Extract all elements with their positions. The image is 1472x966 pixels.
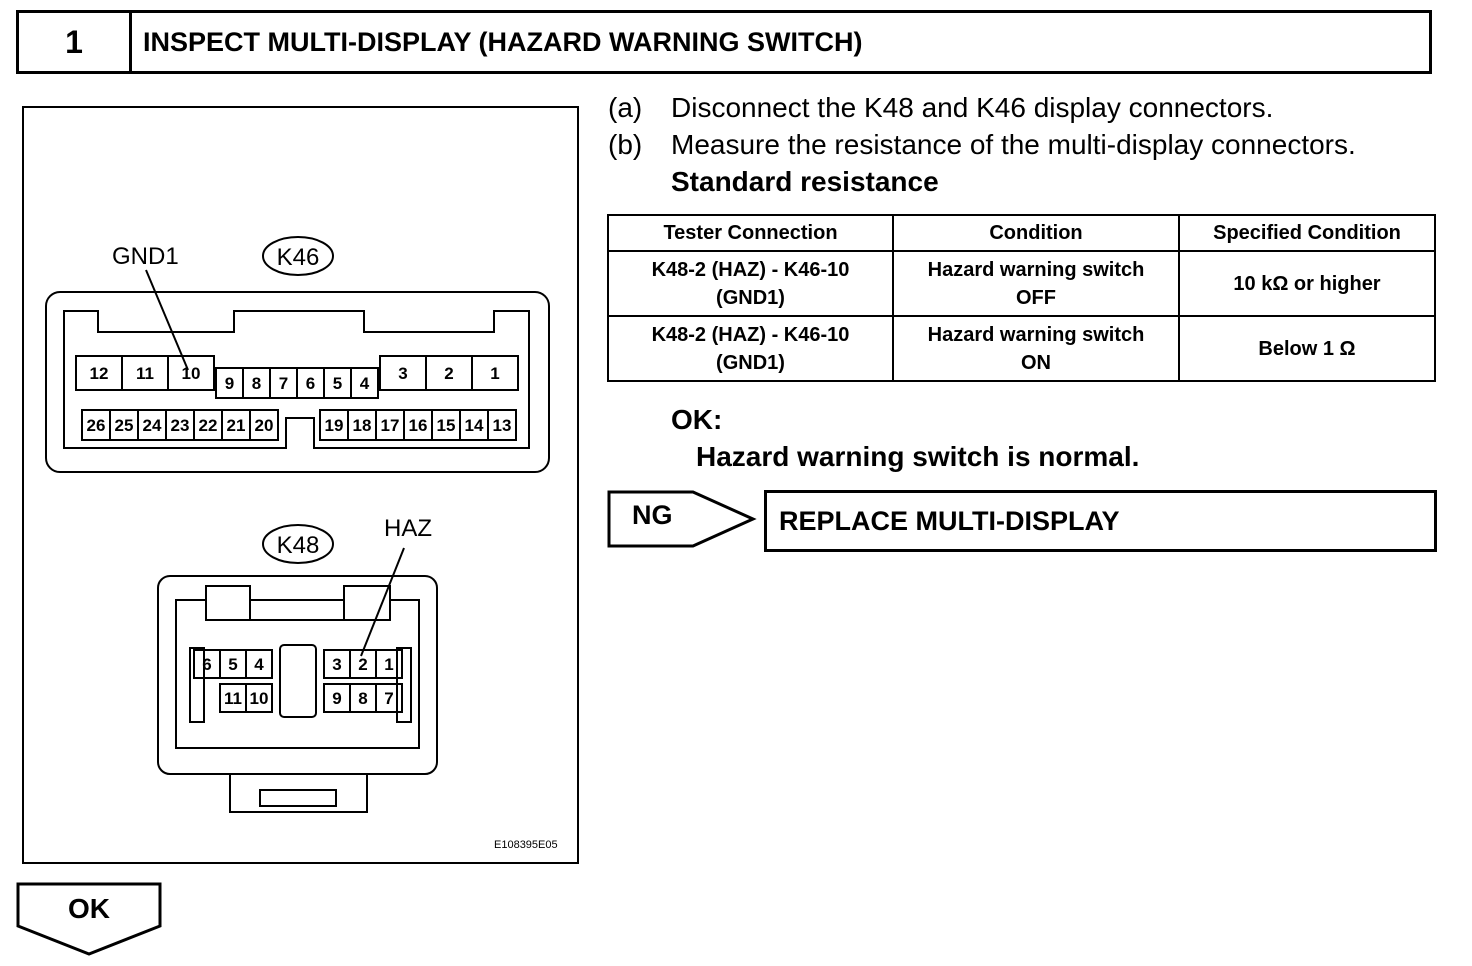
pin-number: 9 (224, 374, 235, 393)
pin-number: 9 (332, 689, 342, 708)
pin-number: 8 (358, 689, 368, 708)
pin-number: 11 (136, 364, 154, 383)
standard-resistance-label: Standard resistance (671, 166, 939, 197)
pin-number: 22 (198, 416, 218, 435)
haz-callout: HAZ (384, 515, 432, 542)
haz-leader-line (361, 548, 404, 656)
pin-number: 12 (89, 364, 109, 383)
pin-number: 20 (254, 416, 274, 435)
gnd1-callout: GND1 (112, 243, 179, 270)
step-a-text: Disconnect the K48 and K46 display connectors. (671, 92, 1274, 123)
pin-number: 4 (359, 374, 370, 393)
table-header-row (608, 215, 1435, 251)
pin-number: 10 (181, 364, 201, 383)
ng-action-box (764, 490, 1437, 552)
pin-number: 4 (254, 655, 264, 674)
cell-condition (893, 251, 1179, 316)
table-row (608, 316, 1435, 381)
pin-number: 24 (142, 416, 162, 435)
ok-result-label: OK: (671, 404, 723, 435)
pin-number: 15 (436, 416, 456, 435)
header-specified-condition: Specified Condition (1179, 215, 1435, 251)
step-b-text: Measure the resistance of the multi-display connectors. (671, 129, 1356, 160)
pin-number: 6 (305, 374, 316, 393)
k48-housing (158, 576, 437, 774)
k48-center-key (280, 645, 316, 717)
pin-number: 21 (226, 416, 246, 435)
pin-number: 1 (384, 655, 394, 674)
figure-id: E108395E05 (494, 839, 558, 851)
pin-number: 7 (384, 689, 394, 708)
pin-number: 17 (380, 416, 400, 435)
ok-result-note: Hazard warning switch is normal. (696, 441, 1140, 472)
k48-latch-left (206, 586, 250, 620)
pin-number: 1 (490, 364, 500, 383)
cell-line: (GND1) (716, 351, 785, 374)
pin-number: 25 (114, 416, 134, 435)
resistance-table (607, 214, 1436, 382)
cell-condition (893, 316, 1179, 381)
header-tester-connection: Tester Connection (608, 215, 893, 251)
pin-number: 5 (228, 655, 238, 674)
pin-number: 26 (86, 416, 106, 435)
cell-line: K48-2 (HAZ) - K46-10 (651, 258, 850, 281)
pin-number: 7 (278, 374, 289, 393)
connector-diagram-svg (24, 108, 577, 862)
ng-label: NG (632, 500, 673, 530)
connector-diagram (22, 106, 579, 864)
ng-action-text: REPLACE MULTI-DISPLAY (779, 505, 1120, 536)
pin-number: 11 (224, 689, 242, 708)
pin-number: 14 (464, 416, 484, 435)
cell-specified-condition: Below 1 Ω (1179, 316, 1435, 381)
cell-tester-connection (608, 251, 893, 316)
cell-line: ON (1021, 351, 1051, 374)
cell-specified-condition: 10 kΩ or higher (1179, 251, 1435, 316)
step-b-letter: (b) (608, 129, 643, 160)
pin-number: 16 (408, 416, 428, 435)
pin-number: 2 (358, 655, 368, 674)
cell-line: Hazard warning switch (927, 323, 1145, 346)
k48-inner-outline (176, 586, 419, 748)
pin-number: 2 (444, 364, 454, 383)
pin-number: 6 (202, 655, 212, 674)
pin-number: 23 (170, 416, 190, 435)
cell-line: Hazard warning switch (927, 258, 1145, 281)
header-condition: Condition (893, 215, 1179, 251)
table-row (608, 251, 1435, 316)
step-header (16, 10, 1432, 74)
pin-number: 19 (324, 416, 344, 435)
pin-number: 10 (249, 689, 269, 708)
pin-number: 3 (398, 364, 408, 383)
cell-line: OFF (1016, 286, 1056, 309)
ok-button-label: OK (68, 893, 110, 924)
ng-arrow-icon (607, 490, 757, 550)
pin-number: 3 (332, 655, 342, 674)
pin-number: 18 (352, 416, 372, 435)
step-a-letter: (a) (608, 92, 643, 123)
k48-label: K48 (276, 532, 320, 559)
pin-number: 13 (492, 416, 512, 435)
k46-label: K46 (276, 244, 320, 271)
step-title: INSPECT MULTI-DISPLAY (HAZARD WARNING SWITCH) (143, 26, 863, 57)
pin-number: 8 (251, 374, 262, 393)
k48-bottom-tab (260, 790, 336, 806)
cell-line: (GND1) (716, 286, 785, 309)
step-number: 1 (19, 13, 132, 71)
pin-number: 5 (332, 374, 343, 393)
cell-line: K48-2 (HAZ) - K46-10 (651, 323, 850, 346)
cell-tester-connection (608, 316, 893, 381)
